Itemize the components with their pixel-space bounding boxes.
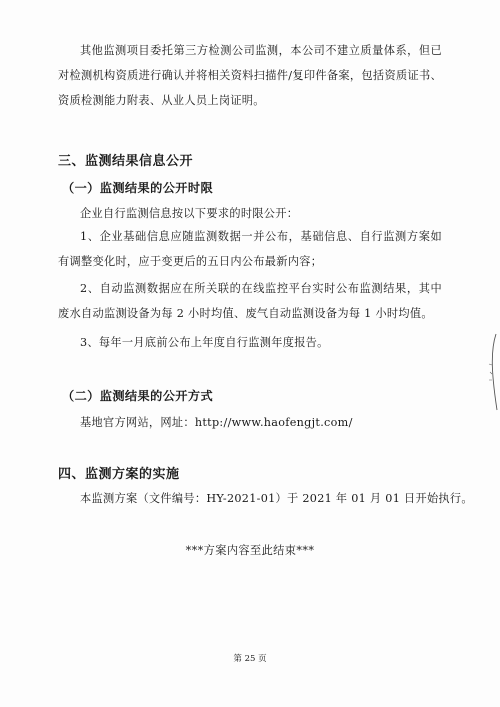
item-1-text: 1、企业基础信息应随监测数据一并公布，基础信息、自行监测方案如有调整变化时，应于变更后的五日内公布最新内容； — [58, 230, 442, 268]
item-2-block — [58, 276, 442, 326]
page-number: 第 25 页 — [233, 654, 267, 664]
section-3-1-heading: （一）监测结果的公开时限 — [62, 181, 214, 195]
section-4-text: 本监测方案（文件编号：HY-2021-01）于 2021 年 01 月 01 日开始执行。 — [80, 492, 473, 505]
item-3-text: 3、每年一月底前公布上年度自行监测年度报告。 — [80, 336, 329, 349]
item-1-block — [58, 224, 442, 274]
section-3-heading: 三、监测结果信息公开 — [58, 154, 194, 169]
intro-paragraph: 其他监测项目委托第三方检测公司监测，本公司不建立质量体系，但已对检测机构资质进行确认并将相关资料扫描件/复印件备案，包括资质证书、资质检测能力附表、从业人员上岗证明。 — [58, 44, 442, 107]
website-text: 基地官方网站，网址：http://www.haofengjt.com/ — [80, 416, 353, 429]
section-4-heading: 四、监测方案的实施 — [58, 467, 180, 482]
section-3-2-heading: （二）监测结果的公开方式 — [62, 389, 214, 403]
intro-paragraph-block — [58, 38, 442, 113]
end-marker: ***方案内容至此结束*** — [185, 544, 315, 557]
binding-edge-mark — [480, 332, 500, 412]
item-2-text: 2、自动监测数据应在所关联的在线监控平台实时公布监测结果，其中废水自动监测设备为每 2 小时均值、废气自动监测设备为每 1 小时均值。 — [58, 282, 442, 320]
section-3-1-intro: 企业自行监测信息按以下要求的时限公开： — [80, 207, 299, 220]
